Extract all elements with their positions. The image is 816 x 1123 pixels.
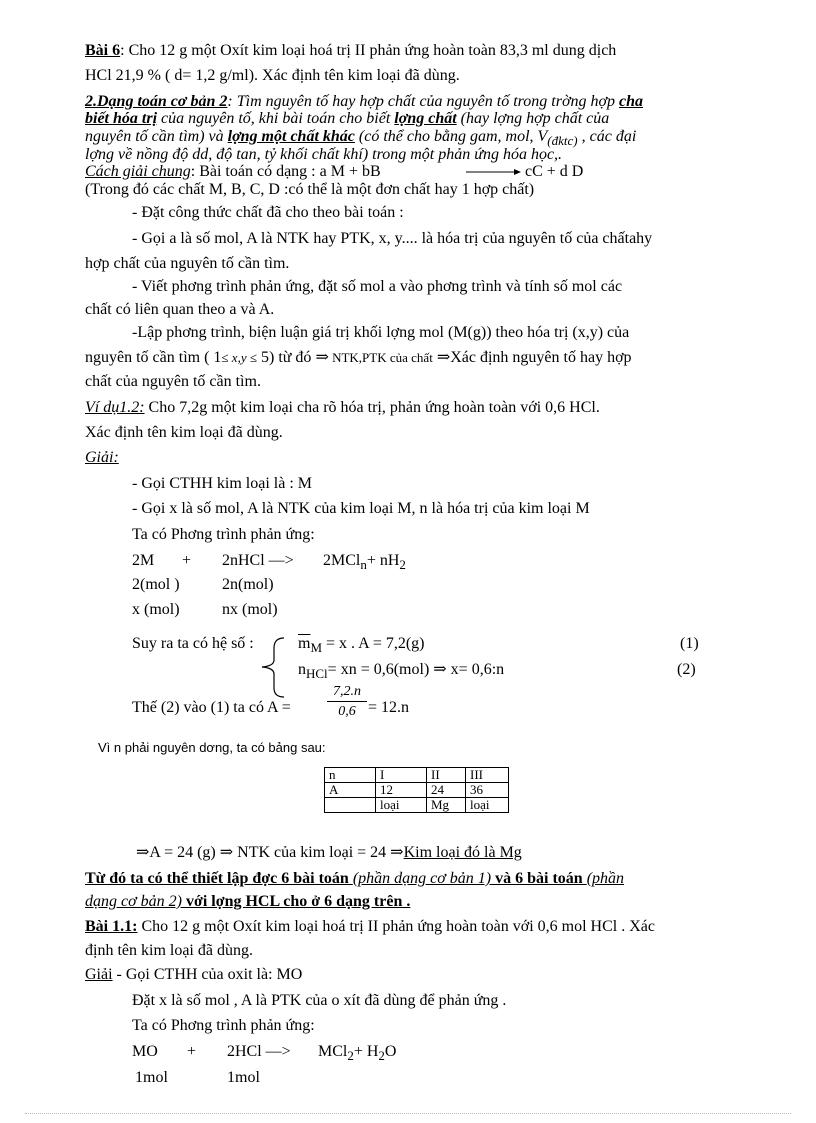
dang2-cha: cha bbox=[619, 93, 644, 110]
vidu-line1 bbox=[85, 398, 600, 418]
bai11-g1-text: - Gọi CTHH của oxit là: MO bbox=[112, 966, 303, 983]
table-row bbox=[325, 783, 509, 798]
table-cell: Mg bbox=[427, 798, 466, 813]
eq-mol-rhs: = xn = 0,6(mol) bbox=[327, 661, 430, 678]
step-4b-text5: Xác định nguyên tố hay hợp bbox=[450, 349, 632, 366]
mol-row2a: x (mol) bbox=[132, 601, 180, 618]
tudo-a: Từ đó ta có thể thiết lập đợc 6 bài toán bbox=[85, 870, 353, 887]
step-4c: chất của nguyên tố cần tìm. bbox=[85, 373, 261, 390]
step-4b-text1: nguyên tố cần tìm ( 1 bbox=[85, 349, 222, 366]
dang2-vsub: (đktc) bbox=[547, 133, 578, 149]
table-cell: 24 bbox=[427, 783, 466, 798]
eq-h-sub: 2 bbox=[399, 557, 406, 573]
dang2-text3c: (có thể cho bằng gam, mol, V bbox=[354, 128, 548, 145]
mol-row1b: 2n(mol) bbox=[222, 576, 274, 593]
eq-mcl: 2MCl bbox=[323, 552, 361, 569]
implies-icon: ⇒ bbox=[436, 349, 451, 366]
the-text: Thế (2) vào (1) ta có A = bbox=[132, 699, 291, 716]
bai11-h-sub: 2 bbox=[378, 1048, 385, 1064]
bai11-mol1: 1mol bbox=[135, 1069, 168, 1086]
dang2-text3a: nguyên tố cần tìm) và bbox=[85, 128, 228, 145]
eq-mass bbox=[298, 634, 425, 658]
mol-row2b: nx (mol) bbox=[222, 601, 278, 618]
eq-2m: 2M bbox=[132, 552, 155, 569]
conclusion-mg: Kim loại đó là Mg bbox=[403, 844, 522, 861]
the-result: = 12.n bbox=[368, 699, 410, 716]
bai11-eq-mo: MO bbox=[132, 1043, 158, 1060]
eq-mol-sub: HCl bbox=[306, 666, 328, 682]
bai11-o: O bbox=[384, 1043, 397, 1060]
step-3b: chất có liên quan theo a và A. bbox=[85, 301, 275, 318]
dang2-line2 bbox=[85, 109, 609, 129]
implies-icon: ⇒ bbox=[136, 844, 150, 861]
tudo-f: với lợng HCL cho ở 6 dạng trên . bbox=[181, 893, 411, 910]
cach-giai-rhs: cC + d D bbox=[525, 163, 584, 180]
dang2-text3d: , các đại bbox=[577, 128, 637, 145]
eq-mol-n: n bbox=[298, 661, 306, 678]
eq-x: x= 0,6:n bbox=[446, 661, 505, 678]
vidu-giai-label: Giải: bbox=[85, 449, 119, 466]
bai11-g1 bbox=[85, 965, 302, 985]
eq-2nhcl: 2nHCl —> bbox=[222, 552, 294, 569]
vidu-text1: Cho 7,2g một kim loại cha rõ hóa trị, phản ứng hoàn toàn với 0,6 HCl. bbox=[144, 399, 600, 416]
dang2-luong-chat: lợng chất bbox=[394, 110, 457, 127]
tudo-d: (phần bbox=[586, 870, 625, 887]
table-cell: II bbox=[427, 768, 466, 783]
tudo-b: (phần dạng cơ bản 1) bbox=[352, 870, 492, 887]
tudo-line1 bbox=[85, 869, 624, 889]
table-cell: loại bbox=[466, 798, 509, 813]
vi-n-text: Vì n phải nguyên dơng, ta có bảng sau: bbox=[98, 740, 326, 755]
table-cell: III bbox=[466, 768, 509, 783]
bai11-text1: Cho 12 g một Oxít kim loại hoá trị II phản ứng hoàn toàn với 0,6 mol HCl . Xác bbox=[137, 918, 655, 935]
bai6-text1: : Cho 12 g một Oxít kim loại hoá trị II phản ứng hoàn toàn 83,3 ml dung dịch bbox=[120, 42, 617, 59]
bai6-line2: HCl 21,9 % ( d= 1,2 g/ml). Xác định tên kim loại đã dùng. bbox=[85, 67, 460, 84]
tudo-c: và 6 bài toán bbox=[491, 870, 587, 887]
bai11-eq-products bbox=[318, 1042, 396, 1066]
conclusion bbox=[136, 843, 522, 863]
bai11-giai: Giải bbox=[85, 966, 113, 983]
conclusion-ntk: NTK của kim loại = 24 bbox=[233, 844, 391, 861]
bai11-h: + H bbox=[353, 1043, 379, 1060]
dang2-text2d: (hay lợng hợp chất của bbox=[456, 110, 610, 127]
implies-icon: ⇒ bbox=[219, 844, 234, 861]
dang2-biet-hoa-tri: biết hóa trị bbox=[85, 110, 158, 127]
bai11-eq-hcl: 2HCl —> bbox=[227, 1043, 291, 1060]
table-cell: 12 bbox=[376, 783, 427, 798]
table-row bbox=[325, 768, 509, 783]
fraction-den: 0,6 bbox=[338, 704, 356, 719]
bai11-line1 bbox=[85, 917, 655, 937]
bai11-label: Bài 1.1: bbox=[85, 918, 138, 935]
mol-row1a: 2(mol ) bbox=[132, 576, 180, 593]
step-4b-ntk: NTK,PTK của chất bbox=[328, 350, 433, 365]
eq-mass-sub: M bbox=[310, 640, 323, 656]
eq-mass-m: m bbox=[298, 635, 311, 652]
vidu-label: Ví dụ1.2: bbox=[85, 399, 145, 416]
step-1: - Đặt công thức chất đã cho theo bài toán : bbox=[132, 204, 404, 221]
eq-mass-rhs: = x . A = 7,2(g) bbox=[326, 635, 425, 652]
cach-giai-note: (Trong đó các chất M, B, C, D :có thể là một đơn chất hay 1 hợp chất) bbox=[85, 181, 535, 198]
eq-products bbox=[323, 551, 406, 575]
bai6-line1 bbox=[85, 41, 616, 61]
table-cell: 36 bbox=[466, 783, 509, 798]
bai11-mcl: MCl bbox=[318, 1043, 348, 1060]
bai11-line2: định tên kim loại đã dùng. bbox=[85, 942, 253, 959]
dang2-line4: lợng về nồng độ dd, độ tan, tỷ khối chất khí) trong một phản ứng hóa học,. bbox=[85, 146, 563, 163]
table-cell: loại bbox=[376, 798, 427, 813]
cach-giai-text: : Bài toán có dạng : a M + bB bbox=[190, 163, 381, 180]
dang2-text2b: của nguyên tố, khi bài toán cho biết bbox=[157, 110, 395, 127]
bai11-g2: Đặt x là số mol , A là PTK của o xít đã dùng để phản ứng . bbox=[132, 992, 507, 1009]
he-so-label: Suy ra ta có hệ số : bbox=[132, 635, 254, 652]
vidu-line2: Xác định tên kim loại đã dùng. bbox=[85, 424, 283, 441]
inequality: ≤ x,y ≤ bbox=[221, 350, 257, 365]
cach-giai-line bbox=[85, 162, 381, 182]
eq-mcl-sub: n bbox=[360, 557, 367, 573]
tudo-line2 bbox=[85, 892, 410, 912]
step-4a: -Lập phơng trình, biện luận giá trị khối lợng mol (M(g)) theo hóa trị (x,y) của bbox=[132, 324, 630, 341]
page-bottom-divider bbox=[25, 1113, 791, 1114]
conclusion-a: A = 24 (g) bbox=[149, 844, 220, 861]
vidu-g3: Ta có Phơng trình phản ứng: bbox=[132, 526, 315, 543]
step-4b bbox=[85, 348, 632, 368]
step-4b-text3: 5) từ đó bbox=[256, 349, 316, 366]
bai11-mcl-sub: 2 bbox=[347, 1048, 354, 1064]
eq-num-1: (1) bbox=[680, 635, 699, 652]
bai11-g3: Ta có Phơng trình phản ứng: bbox=[132, 1017, 315, 1034]
bai6-label: Bài 6 bbox=[85, 42, 121, 59]
table-cell: A bbox=[325, 783, 376, 798]
implies-icon: ⇒ bbox=[433, 661, 447, 678]
table-row bbox=[325, 798, 509, 813]
vidu-g1: - Gọi CTHH kim loại là : M bbox=[132, 475, 312, 492]
dang2-heading: 2.Dạng toán cơ bản 2 bbox=[85, 93, 228, 110]
vidu-g2: - Gọi x là số mol, A là NTK của kim loại M, n là hóa trị của kim loại M bbox=[132, 500, 590, 517]
table-cell: I bbox=[376, 768, 427, 783]
eq-h: + nH bbox=[366, 552, 400, 569]
dang2-luong-chat-khac: lợng một chất khác bbox=[227, 128, 355, 145]
valence-table bbox=[324, 767, 509, 813]
eq-mol bbox=[298, 660, 504, 684]
reaction-arrow-icon bbox=[464, 166, 522, 178]
bai11-eq-plus: + bbox=[187, 1043, 197, 1060]
fraction bbox=[327, 683, 367, 722]
eq-plus: + bbox=[182, 552, 192, 569]
table-cell: n bbox=[325, 768, 376, 783]
cach-giai-label: Cách giải chung bbox=[85, 163, 191, 180]
step-2b: hợp chất của nguyên tố cần tìm. bbox=[85, 255, 290, 272]
tudo-e: dạng cơ bản 2) bbox=[85, 893, 182, 910]
implies-icon: ⇒ bbox=[390, 844, 404, 861]
brace-icon bbox=[258, 634, 288, 700]
fraction-num: 7,2.n bbox=[327, 683, 367, 702]
dang2-text1: : Tìm nguyên tố hay hợp chất của nguyên tố trong trờng hợp bbox=[227, 93, 616, 110]
eq-num-2: (2) bbox=[677, 661, 696, 678]
step-3a: - Viết phơng trình phản ứng, đặt số mol a vào phơng trình và tính số mol các bbox=[132, 278, 623, 295]
implies-icon: ⇒ bbox=[315, 349, 329, 366]
table-cell bbox=[325, 798, 376, 813]
bai11-mol2: 1mol bbox=[227, 1069, 260, 1086]
step-2a: - Gọi a là số mol, A là NTK hay PTK, x, y.... là hóa trị của nguyên tố của chấtahy bbox=[132, 230, 653, 247]
